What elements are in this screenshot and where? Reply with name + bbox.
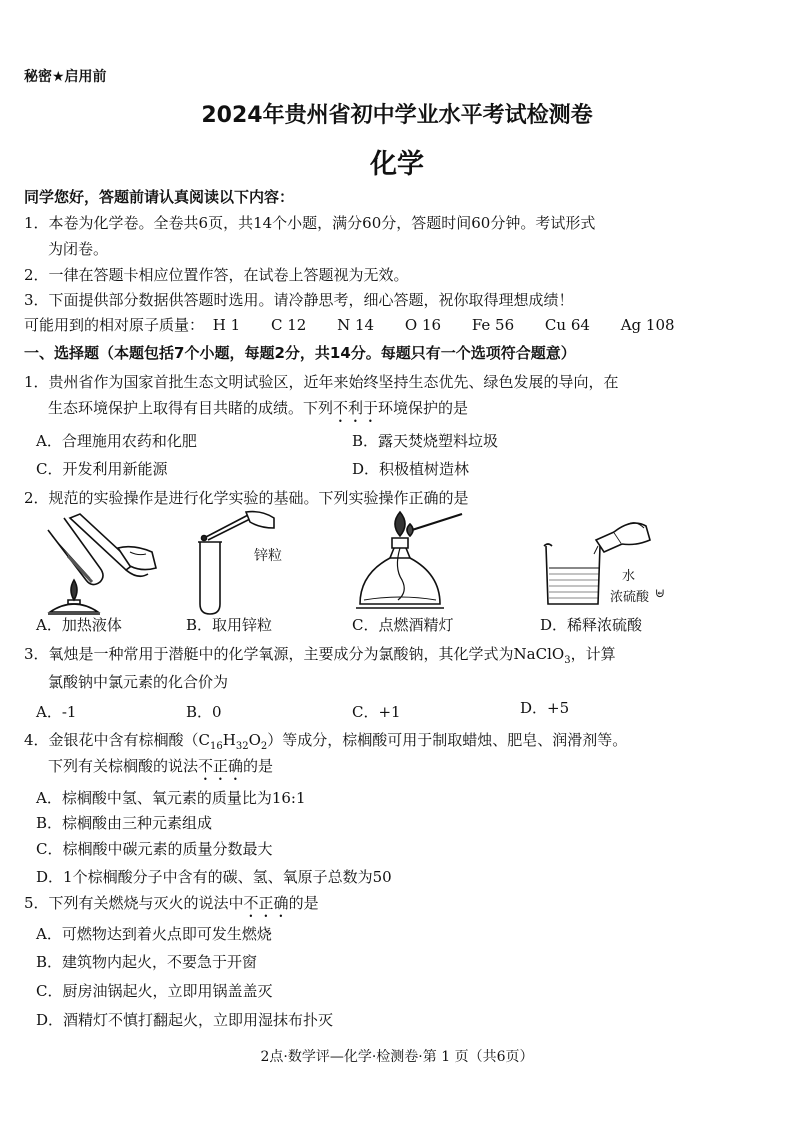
atomic-mass-fe: Fe 56 — [471, 316, 515, 334]
q5-stem-text: 5．下列有关燃烧与灭火的说法中 — [24, 894, 244, 912]
subject-title: 化学 — [370, 149, 424, 180]
figure-heating-liquid — [30, 508, 160, 618]
q4-stem-end: ）等成分，棕榈酸可用于制取蜡烛、肥皂、润滑剂等。 — [267, 731, 628, 749]
q5-option-a[interactable]: A．可燃物达到着火点即可发生燃烧 — [36, 925, 272, 943]
q5-stem — [24, 892, 319, 921]
atomic-mass-line — [24, 314, 675, 335]
q1-option-d[interactable]: D．积极植树造林 — [352, 460, 470, 478]
q4-stem-line2 — [48, 755, 273, 784]
instruction-1-cont: 为闭卷。 — [48, 240, 109, 258]
q1-option-a[interactable]: A．合理施用农药和化肥 — [36, 432, 197, 450]
water-label: 水 — [622, 569, 636, 584]
q5-emphasis: 不正确 — [243, 894, 289, 912]
q3-option-d[interactable]: D．+5 — [520, 699, 570, 717]
q3-formula-sub: 3 — [564, 655, 571, 666]
atomic-mass-o: O 16 — [404, 316, 442, 334]
q4-o: O — [248, 731, 261, 749]
instruction-2: 2．一律在答题卡相应位置作答，在试卷上答题视为无效。 — [24, 266, 409, 284]
section-heading: 一、选择题（本题包括7个小题，每题2分，共14分。每题只有一个选项符合题意） — [24, 344, 576, 362]
q4-sub-o: 2 — [260, 741, 268, 752]
q1-stem-end: 环境保护的是 — [378, 399, 469, 417]
q4-stem-text: 4．金银花中含有棕榈酸（C — [24, 731, 211, 749]
q5-stem-end: 的是 — [288, 894, 319, 912]
heating-liquid-icon — [30, 508, 160, 618]
instructions-greeting: 同学您好，答题前请认真阅读以下内容： — [24, 188, 295, 206]
q4-emphasis: 不正确 — [198, 757, 244, 775]
q1-option-c[interactable]: C．开发利用新能源 — [36, 460, 168, 478]
q1-stem-text: 生态环境保护上取得有目共睹的成绩。下列 — [48, 399, 334, 417]
q5-option-d[interactable]: D．酒精灯不慎打翻起火，立即用湿抹布扑灭 — [36, 1011, 334, 1029]
alcohol-lamp-icon — [350, 508, 480, 620]
q2-option-a[interactable]: A．加热液体 — [36, 616, 122, 634]
atomic-mass-h: H 1 — [212, 316, 241, 334]
q3-stem-line2: 氯酸钠中氯元素的化合价为 — [48, 673, 229, 691]
q1-stem-line2 — [48, 397, 468, 426]
q4-option-a[interactable]: A．棕榈酸中氢、氧元素的质量比为16:1 — [36, 789, 306, 807]
q1-stem-line1: 1．贵州省作为国家首批生态文明试验区，近年来始终坚持生态优先、绿色发展的导向，在 — [24, 373, 619, 391]
q4-sub-c: 16 — [210, 741, 223, 752]
atomic-mass-ag: Ag 108 — [620, 316, 675, 334]
instruction-3: 3．下面提供部分数据供答题时选用。请冷静思考，细心答题，祝你取得理想成绩！ — [24, 291, 574, 309]
atomic-mass-cu: Cu 64 — [544, 316, 590, 334]
q2-option-d[interactable]: D．稀释浓硫酸 — [540, 616, 643, 634]
atomic-mass-label: 可能用到的相对原子质量： — [24, 316, 205, 334]
q5-option-b[interactable]: B．建筑物内起火，不要急于开窗 — [36, 953, 258, 971]
q4-stem-end2: 的是 — [243, 757, 274, 775]
q5-option-c[interactable]: C．厨房油锅起火，立即用锅盖盖灭 — [36, 982, 273, 1000]
q3-stem-text: 3．氧烛是一种常用于潜艇中的化学氧源，主要成分为氯酸钠，其化学式为 — [24, 645, 514, 663]
acid-bottle-icon: ⊌ — [655, 586, 666, 600]
q4-sub-h: 32 — [235, 741, 249, 752]
q2-stem: 2．规范的实验操作是进行化学实验的基础。下列实验操作正确的是 — [24, 489, 469, 507]
q3-formula: NaClO — [513, 645, 565, 663]
q3-option-c[interactable]: C．+1 — [352, 703, 401, 721]
atomic-mass-n: N 14 — [337, 316, 375, 334]
page-footer: 2点·数学评—化学·检测卷·第 1 页（共6页） — [260, 1049, 534, 1065]
atomic-mass-c: C 12 — [270, 316, 307, 334]
instruction-1: 1．本卷为化学卷。全卷共6页，共14个小题，满分60分，答题时间60分钟。考试形式 — [24, 214, 596, 232]
q2-option-b[interactable]: B．取用锌粒 — [186, 616, 273, 634]
q3-option-b[interactable]: B．0 — [186, 703, 222, 721]
q4-stem-text2: 下列有关棕榈酸的说法 — [48, 757, 199, 775]
q4-stem-line1 — [24, 729, 627, 752]
q1-option-b[interactable]: B．露天焚烧塑料垃圾 — [352, 432, 499, 450]
exam-title: 2024年贵州省初中学业水平考试检测卷 — [201, 103, 593, 128]
q1-emphasis: 不利于 — [333, 399, 379, 417]
q3-stem-line1 — [24, 643, 616, 666]
q3-option-a[interactable]: A．-1 — [36, 703, 77, 721]
q4-h: H — [222, 731, 236, 749]
q4-option-d[interactable]: D．1个棕榈酸分子中含有的碳、氢、氧原子总数为50 — [36, 868, 392, 886]
q3-stem-end: ，计算 — [570, 645, 616, 663]
zinc-label: 锌粒 — [254, 548, 282, 564]
confidential-label: 秘密★启用前 — [24, 69, 107, 85]
q4-option-c[interactable]: C．棕榈酸中碳元素的质量分数最大 — [36, 840, 273, 858]
q4-option-b[interactable]: B．棕榈酸由三种元素组成 — [36, 814, 213, 832]
acid-label: 浓硫酸 — [610, 590, 650, 605]
q2-option-c[interactable]: C．点燃酒精灯 — [352, 616, 454, 634]
figure-alcohol-lamp — [350, 508, 480, 620]
